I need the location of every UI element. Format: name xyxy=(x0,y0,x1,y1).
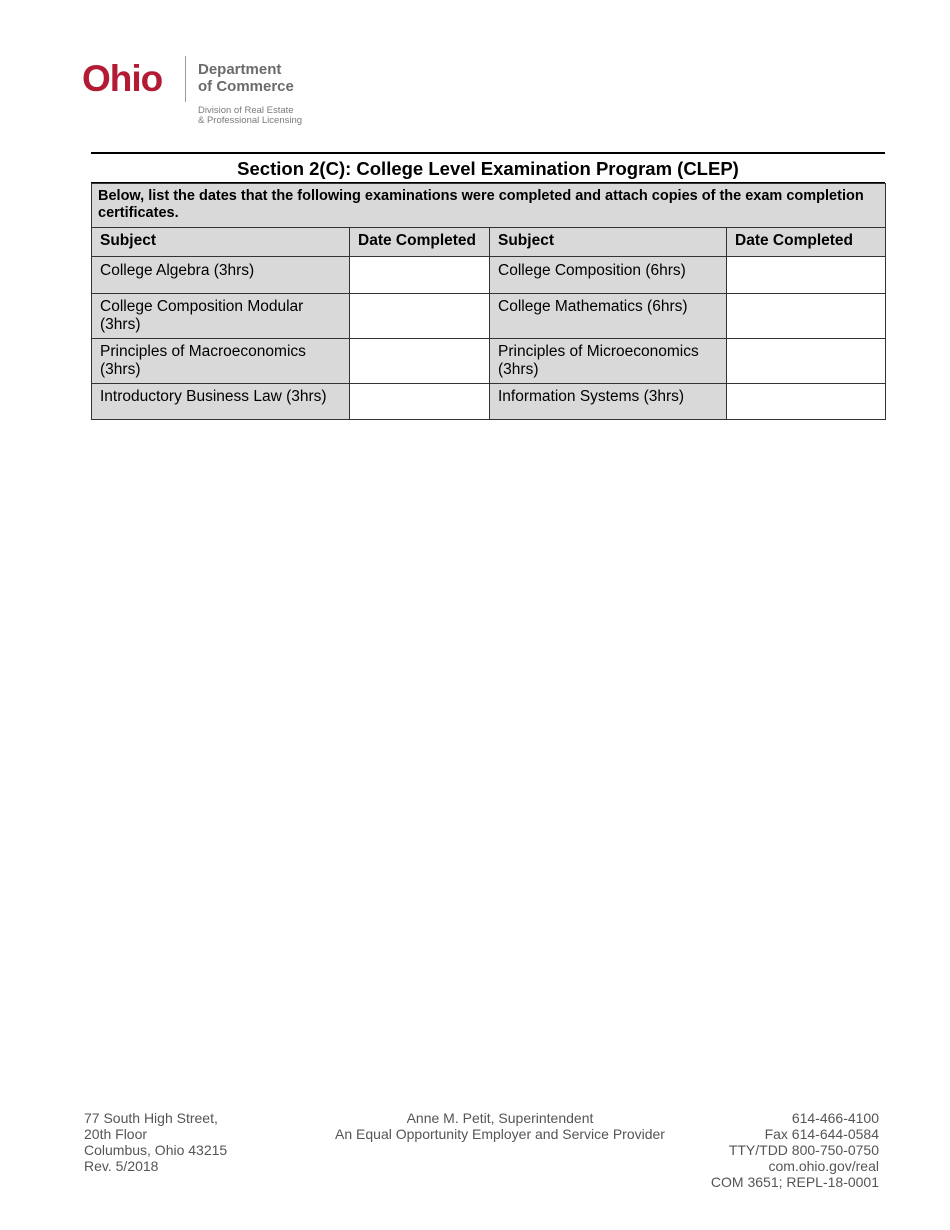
header-date-right: Date Completed xyxy=(727,228,886,257)
footer-line: Rev. 5/2018 xyxy=(84,1158,159,1174)
date-completed-field[interactable] xyxy=(350,384,490,420)
logo-department-line2: of Commerce xyxy=(198,78,294,95)
footer-line: COM 3651; REPL-18-0001 xyxy=(710,1174,879,1190)
subject-cell: College Algebra (3hrs) xyxy=(92,257,350,294)
header-subject-left: Subject xyxy=(92,228,350,257)
footer-line: Fax 614-644-0584 xyxy=(764,1126,879,1142)
footer-line: Columbus, Ohio 43215 xyxy=(84,1142,228,1158)
header-date-left: Date Completed xyxy=(350,228,490,257)
logo-division xyxy=(198,106,302,126)
table-row xyxy=(92,257,886,294)
date-completed-field[interactable] xyxy=(727,294,886,339)
footer-line: An Equal Opportunity Employer and Service Provider xyxy=(335,1126,665,1142)
date-completed-field[interactable] xyxy=(350,339,490,384)
footer-line: Anne M. Petit, Superintendent xyxy=(406,1110,594,1126)
table-row xyxy=(92,384,886,420)
clep-table xyxy=(91,183,886,420)
subject-cell: College Composition Modular (3hrs) xyxy=(92,294,350,339)
date-completed-field[interactable] xyxy=(727,384,886,420)
footer-line: TTY/TDD 800-750-0750 xyxy=(728,1142,879,1158)
footer-superintendent xyxy=(300,1110,700,1142)
header-subject-right: Subject xyxy=(490,228,727,257)
table-row xyxy=(92,339,886,384)
date-completed-field[interactable] xyxy=(727,257,886,294)
date-completed-field[interactable] xyxy=(350,294,490,339)
footer-line: 20th Floor xyxy=(84,1126,148,1142)
table-header-row xyxy=(92,228,886,257)
logo-department xyxy=(198,61,294,95)
subject-cell: College Composition (6hrs) xyxy=(490,257,727,294)
date-completed-field[interactable] xyxy=(727,339,886,384)
ohio-commerce-logo xyxy=(82,52,322,132)
footer-line: com.ohio.gov/real xyxy=(768,1158,879,1174)
table-row xyxy=(92,294,886,339)
section-title: Section 2(C): College Level Examination Program (CLEP) xyxy=(91,152,885,183)
instructions: Below, list the dates that the following examinations were completed and attach copies of the exam completion certificates. xyxy=(92,184,886,228)
footer-line: 614-466-4100 xyxy=(791,1110,879,1126)
logo-division-line2: & Professional Licensing xyxy=(198,115,303,126)
footer-address xyxy=(84,1110,227,1174)
subject-cell: Introductory Business Law (3hrs) xyxy=(92,384,350,420)
date-completed-field[interactable] xyxy=(350,257,490,294)
logo-division-line1: Division of Real Estate xyxy=(198,105,294,116)
subject-cell: Information Systems (3hrs) xyxy=(490,384,727,420)
logo-divider xyxy=(185,56,186,102)
subject-cell: Principles of Macroeconomics (3hrs) xyxy=(92,339,350,384)
logo-department-line1: Department xyxy=(198,61,282,78)
footer-contact xyxy=(711,1110,879,1190)
subject-cell: Principles of Microeconomics (3hrs) xyxy=(490,339,727,384)
logo-ohio-wordmark: Ohio xyxy=(82,58,163,99)
footer-line: 77 South High Street, xyxy=(84,1110,218,1126)
subject-cell: College Mathematics (6hrs) xyxy=(490,294,727,339)
clep-section xyxy=(91,152,885,420)
